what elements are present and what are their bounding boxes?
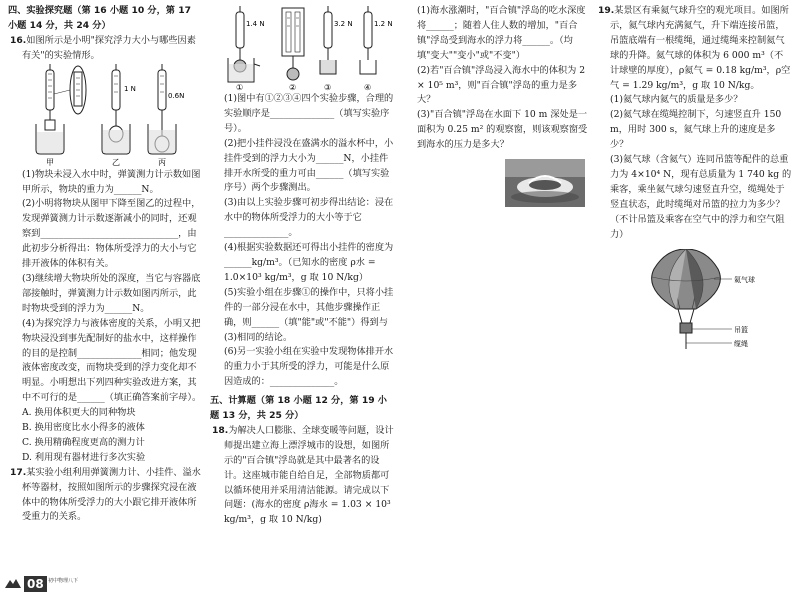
q16-stem [8, 34, 202, 64]
q19-part-2: (2)氦气球在缆绳控制下，匀速竖直升 150 m，用时 300 s，氦气球上升的速度是多少？ [610, 109, 782, 151]
spring-scale-jia [36, 64, 64, 154]
step-label-1: ① [236, 83, 244, 92]
q17-step-1 [228, 6, 260, 82]
page-number: 08 [24, 576, 47, 592]
q17-reading-4: 1.2 N [374, 20, 393, 28]
q16-part-3: (3)继续增大物块所处的深度，当它与容器底部接触时，弹簧测力计示数如图丙所示，此时物块受到的浮力为______N。 [22, 272, 201, 314]
q19-part-3: (3)氦气球（含氦气）连同吊篮等配件的总重力为 4×10⁴ N，现有总质量为 1 740 kg 的乘客，乘坐氦气球匀速竖直升空，缆绳处于竖直状态，此时缆绳对吊篮的拉力为多少？（不计吊篮及乘客在空气中的浮力和空气阻力） [610, 154, 792, 240]
q19-stem-text: 某景区有乘氦气球升空的观光项目。如图所示，氦气球内充满氦气，升下端连接吊篮，吊篮底端有一根缆绳，通过缆绳来控制氦气球的升降。氦气球的体积为 6 000 m³（不计球壁的厚度），ρ氦气 = 0.18 kg/m³，ρ空气 = 1.29 kg/m³，g 取 10 N/kg。 [610, 5, 791, 91]
q17-number: 17. [10, 466, 27, 478]
q17-stem-text: 某实验小组利用弹簧测力计、小挂件、溢水杯等器材，按照如图所示的步骤探究浸在液体中的物体所受浮力的大小跟它排开液体所受重力的关系。 [22, 466, 201, 523]
q16-option-d: D. 利用现有器材进行多次实验 [22, 451, 146, 463]
q19-number: 19. [598, 5, 615, 16]
reading-bing: 0.6N [168, 91, 185, 100]
step-label-4: ④ [364, 83, 372, 92]
reading-yi: 1 N [124, 84, 136, 93]
q17-part-6: (6)另一实验小组在实验中发现物体排开水的重力小于其所受的浮力，可能是什么原因造成的：______________。 [224, 346, 394, 388]
q16-stem-text: 如图所示是小明"探究浮力大小与哪些因素有关"的实验情形。 [22, 34, 196, 61]
label-bing: 丙 [158, 157, 166, 167]
q17-stem [8, 466, 202, 526]
column-3 [403, 4, 588, 207]
q18-part-1: (1)海水涨潮时，"百合镇"浮岛的吃水深度将______；随着人住人数的增加，"百合镇"浮岛受到海水的浮力将______。（均填"变大""变小"或"不变"） [417, 5, 586, 61]
balloon-label: 氦气球 [734, 275, 755, 284]
q16-option-b: B. 换用密度比水小得多的液体 [22, 422, 145, 434]
step-label-2: ② [289, 83, 297, 92]
q17-part-1: (1)图中有①②③④四个实验步骤，合理的实验顺序是______________（填写实验序号）。 [224, 93, 394, 134]
q16-part-1: (1)物块未浸入水中时，弹簧测力计示数如图甲所示，物块的重力为______N。 [22, 168, 201, 195]
footer-tag: 初中物理八下 [48, 578, 79, 584]
q19-stem [596, 4, 792, 93]
footer-logo-icon [4, 578, 22, 590]
page-footer [4, 576, 79, 592]
q16-figure [8, 64, 202, 168]
magnified-reading-callout [54, 66, 86, 114]
q18-part-3: (3)"百合镇"浮岛在水面下 10 m 深处是一面积为 0.25 m² 的观察窗，则该观察窗受到海水的压力是多大？ [417, 109, 588, 151]
q19-part-1: (1)氦气球内氦气的质量是多少？ [610, 94, 743, 106]
q17-part-3: (3)由以上实验步骤可初步得出结论：浸在水中的物体所受浮力的大小等于它______________。 [224, 197, 394, 239]
q17-step-4 [360, 6, 376, 74]
q17-figure [210, 4, 395, 92]
q17-part-4: (4)根据实验数据还可得出小挂件的密度为______kg/m³。（已知水的密度 ρ水 = 1.0×10³ kg/m³，g 取 10 N/kg） [224, 242, 394, 283]
rope-label: 缆绳 [734, 339, 748, 348]
column-1 [8, 4, 202, 525]
q18-stem [210, 424, 395, 528]
q16-option-c: C. 换用精确程度更高的测力计 [22, 436, 145, 448]
section-5-title: 五、计算题（第 18 小题 12 分，第 19 小题 13 分，共 25 分） [210, 395, 387, 422]
column-2 [210, 4, 395, 528]
q16-number: 16. [10, 34, 27, 46]
q17-step-2 [282, 8, 304, 80]
q17-reading-3: 3.2 N [334, 20, 353, 28]
step-label-3: ③ [324, 83, 332, 92]
label-yi: 乙 [112, 157, 120, 167]
column-4 [596, 4, 792, 369]
floating-island-photo [505, 159, 585, 207]
q18-stem-text: 为解决人口膨胀、全球变暖等问题，设计师提出建立海上漂浮城市的设想，如图所示的"百合镇"浮岛就是其中最著名的设计。这座城市能自给自足，全部物质都可以循环使用并采用清洁能源。请完成以下问题：(海水的密度 ρ海水 = 1.03 × 10³ kg/m³，g 取 10 N/kg) [224, 424, 394, 526]
balloon-envelope [652, 249, 721, 309]
q17-part-2: (2)把小挂件浸没在盛满水的溢水杯中，小挂件受到的浮力大小为______N，小挂件排开水所受的重力可由______（填写实验序号）两个步骤测出。 [224, 137, 394, 194]
q17-part-5: (5)实验小组在步骤①的操作中，只将小挂件的一部分浸在水中，其他步骤操作正确，则______（填"能"或"不能"）得到与(3)相同的结论。 [224, 286, 394, 343]
q17-step-3 [320, 6, 336, 74]
basket-label: 吊篮 [734, 325, 748, 334]
spring-scale-yi [102, 64, 130, 154]
q16-option-a: A. 换用体积更大的同种物块 [22, 407, 136, 419]
q16-part-2: (2)小明将物块从图甲下降至图乙的过程中，发现弹簧测力计示数逐渐减小的同时，还观察到______________________________，由此初步分析得出：物体所受浮力的大小与它排开液体的体积有关。 [22, 198, 201, 270]
q18-part-2: (2)若"百合镇"浮岛浸入海水中的体积为 2 × 10⁵ m³，则"百合镇"浮岛的重力是多大？ [417, 64, 586, 106]
q16-part-4: (4)为探究浮力与液体密度的关系，小明又把物块浸没到事先配制好的盐水中，这样操作的目的是控制______________相同；他发现液体密度改变，而物块受到的浮力变化却不明显。小明想出下列四种实验改进方案，其中不可行的是______（填正确答案前字母）。 [22, 317, 202, 404]
q18-number: 18. [212, 424, 229, 436]
basket-shape [680, 323, 692, 333]
section-4-title: 四、实验探究题（第 16 小题 10 分，第 17 小题 14 分，共 24 分） [8, 5, 191, 31]
spring-scale-bing [148, 64, 176, 154]
label-jia: 甲 [46, 157, 54, 167]
q17-reading-1: 1.4 N [246, 20, 265, 28]
hot-air-balloon-figure [636, 249, 786, 369]
